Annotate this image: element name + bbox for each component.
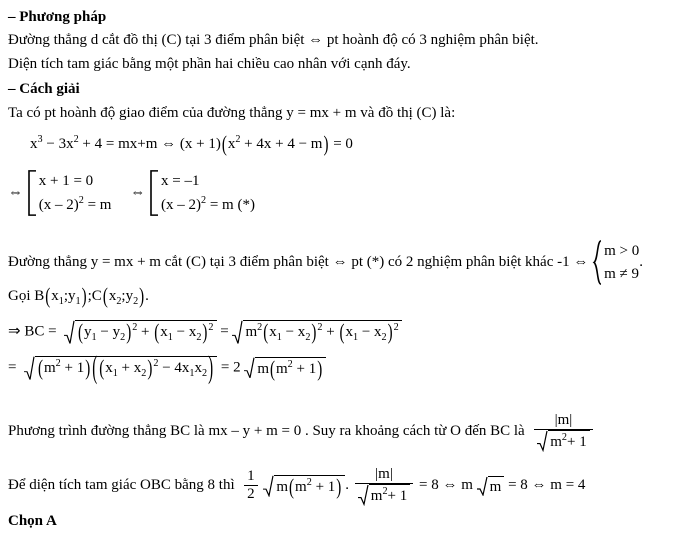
eq7-den-sup: 2	[561, 432, 567, 444]
eq5-sup-1: 2	[132, 322, 138, 333]
eq8-tail-m: m	[489, 478, 502, 495]
eq5-plus: +	[137, 324, 154, 340]
eq8-plus1: + 1	[311, 478, 336, 495]
eq1-factor-1: (x + 1)	[179, 136, 221, 152]
eq6-tail-mm: m	[276, 361, 288, 378]
eq3-cond-row1: m > 0	[604, 243, 640, 259]
eq5-m: m	[245, 324, 258, 340]
eq8-p1-open: (	[289, 475, 295, 500]
eq8-sqrt-2	[358, 484, 410, 505]
equation-3	[8, 240, 643, 285]
eq8-distance-fraction	[355, 466, 413, 506]
eq5-minus-x: − x	[172, 324, 197, 340]
eq5-radicand-1	[75, 320, 216, 344]
eq6-sub-3: 1	[189, 368, 195, 379]
eq5-sub-5: 1	[276, 332, 282, 343]
eq4-c-sub2: 2	[133, 296, 139, 307]
eq6-p3-open: (	[99, 356, 105, 381]
eq6-tail-plus1: + 1	[292, 361, 317, 378]
eq6-plus-x: + x	[117, 360, 142, 376]
eq8-frac-den	[355, 484, 413, 505]
eq6-tail-eq: = 2	[220, 359, 241, 376]
eq8-den-rest: + 1	[387, 488, 408, 505]
eq8-tail: = 8 ⇔ m	[419, 477, 473, 494]
eq2-case1-row2-b: = m	[87, 196, 112, 213]
eq6-x1: x	[105, 360, 113, 376]
eq8-dot: .	[345, 477, 350, 494]
eq6-p3-close: )	[147, 356, 153, 381]
eq5-minus-x2: − x	[281, 324, 306, 340]
eq2-case2-rows	[161, 170, 255, 216]
equation-1	[30, 132, 353, 157]
eq7-den-rest: + 1	[566, 434, 587, 451]
eq5-p1-close: )	[126, 320, 132, 345]
eq2-case2-row1: x = –1	[160, 173, 200, 189]
radical-icon-3	[24, 356, 35, 380]
eq3-condition-rows	[604, 240, 639, 285]
eq5-plus-2: +	[322, 324, 339, 340]
eq6-tail-sup: 2	[287, 359, 293, 371]
eq1-minus: −	[42, 136, 59, 152]
eq8-frac-num: |m|	[355, 466, 413, 484]
eq6-m-sup: 2	[55, 358, 61, 369]
eq5-sqrt-1	[64, 320, 216, 344]
eq5-p1-open: (	[78, 320, 84, 345]
solution-line-1: Ta có pt hoành độ giao điểm của đường thẳng y = mx + m và đồ thị (C) là:	[8, 105, 456, 121]
eq5-p2-close: )	[202, 320, 208, 345]
eq6-p4-close: )	[317, 357, 323, 382]
brace-left-icon	[592, 240, 602, 285]
eq1-x-sup: 3	[37, 134, 43, 145]
eq8-sqrt-3	[477, 476, 505, 496]
eq2-case2-row2-a: (x – 2)	[160, 196, 201, 213]
method-line-1: Đường thẳng d cắt đồ thị (C) tại 3 điểm phân biệt ⇔ pt hoành độ có 3 nghiệm phân biệt.	[8, 32, 539, 48]
eq6-x2: x	[194, 360, 203, 376]
equation-5	[8, 320, 402, 344]
eq5-equals: =	[220, 323, 229, 340]
eq2-case2-row2-b: = m (*)	[209, 196, 255, 213]
eq2-case2-row2	[161, 193, 255, 217]
eq7-frac-num: |m|	[534, 412, 592, 430]
eq8-sqrt-1	[263, 475, 345, 500]
eq5-minus-x3: − x	[358, 324, 382, 340]
eq6-p1-open: (	[37, 356, 43, 381]
eq6-lead: =	[8, 359, 17, 376]
eq8-tail-end: = 8 ⇔ m = 4	[508, 477, 586, 494]
eq6-p4-open: (	[270, 357, 275, 382]
method-line-2: Diện tích tam giác bằng một phần hai chiều cao nhân với cạnh đáy.	[8, 56, 411, 72]
eq5-sup-2: 2	[208, 322, 214, 333]
eq5-sub-1: 1	[91, 332, 97, 343]
eq5-x1b: x	[269, 324, 277, 340]
eq5-sub-7: 1	[352, 332, 359, 343]
eq8-radicand-1	[274, 475, 345, 500]
eq8-mm: m	[295, 478, 307, 495]
method-heading: – Phương pháp	[8, 9, 107, 25]
eq6-tail-m: m	[257, 361, 269, 378]
eq5-p4-close: )	[387, 320, 393, 345]
eq1-plus4: + 4 = mx+m ⇔	[82, 136, 177, 152]
eq4-sep: ;C	[87, 288, 102, 304]
equation-6	[8, 351, 326, 386]
eq1-paren-close: )	[323, 132, 329, 157]
eq4-paren-c-close: )	[139, 284, 145, 309]
equation-2	[8, 170, 255, 216]
eq7-radicand	[548, 430, 589, 451]
eq1-factor2-rest: + 4x + 4 − m	[240, 136, 323, 152]
eq6-sub-4: 2	[202, 368, 208, 379]
eq8-p1-close: )	[336, 475, 342, 500]
eq6-minus4x: − 4x	[158, 360, 190, 376]
eq5-sup-3: 2	[317, 322, 323, 333]
eq5-sup-4: 2	[393, 322, 399, 333]
eq8-half-fraction	[244, 468, 258, 504]
eq5-sub-6: 2	[305, 332, 311, 343]
eq4-c-semi: ;y	[121, 288, 134, 304]
eq6-sup-1: 2	[153, 358, 159, 369]
eq1-factor2-x: x	[227, 136, 236, 152]
eq2-case2-row2-sup: 2	[200, 194, 207, 206]
eq3-cond-row2: m ≠ 9	[604, 265, 640, 282]
eq3-trailing: .	[639, 253, 643, 270]
eq6-p2-close: )	[208, 351, 214, 386]
eq8-den-sup: 2	[382, 486, 388, 498]
eq5-x1c: x	[345, 324, 353, 340]
eq8-m: m	[276, 478, 289, 495]
eq6-radicand	[35, 351, 217, 386]
eq1-zero: = 0	[329, 136, 353, 152]
eq4-period: .	[145, 288, 149, 304]
eq5-radicand-2	[243, 320, 401, 344]
eq8-text: Để diện tích tam giác OBC bằng 8 thì	[8, 477, 235, 494]
eq4-b-sub2: 1	[75, 296, 81, 307]
eq6-radicand-2	[255, 357, 326, 382]
eq6-sub-1: 1	[112, 368, 118, 379]
eq8-m-sup: 2	[306, 476, 312, 488]
bracket-left-icon	[27, 170, 37, 216]
eq2-case-system-1	[27, 170, 112, 216]
eq2-case1-row2-sup: 2	[78, 194, 84, 206]
eq2-case1-row2-a: (x – 2)	[38, 196, 79, 213]
eq5-y1: y	[84, 324, 92, 340]
eq2-case1-row1: x + 1 = 0	[38, 173, 94, 189]
eq6-m: m	[43, 360, 56, 376]
eq4-paren-c-open: (	[102, 284, 108, 309]
radical-icon-5	[537, 430, 548, 451]
eq5-sub-3: 1	[167, 332, 173, 343]
radical-icon-2	[232, 320, 243, 344]
eq4-b-x: x	[51, 288, 59, 304]
eq7-distance-fraction	[534, 412, 592, 452]
eq3-text: Đường thẳng y = mx + m cắt (C) tại 3 điểm phân biệt ⇔ pt (*) có 2 nghiệm phân biệt khác -1 ⇔	[8, 253, 589, 270]
eq5-sub-8: 2	[381, 332, 387, 343]
eq1-paren-open: (	[221, 132, 227, 157]
eq4-c-x: x	[108, 288, 117, 304]
eq5-m-sup: 2	[257, 322, 263, 333]
bracket-left-icon-2	[149, 170, 159, 216]
eq4-b-semi: ;y	[63, 288, 76, 304]
eq2-iff-1: ⇔	[8, 184, 23, 201]
eq2-iff-2: ⇔	[130, 184, 146, 201]
eq5-p3-open: (	[263, 320, 269, 345]
radical-icon-6	[263, 475, 274, 497]
equation-4	[8, 284, 149, 309]
eq5-minus-y: − y	[96, 324, 121, 340]
answer-choice: Chọn A	[8, 513, 57, 529]
solution-heading: – Cách giải	[8, 81, 80, 97]
eq3-condition-system	[592, 240, 639, 285]
radical-icon-7	[358, 484, 369, 505]
eq5-p3-close: )	[311, 320, 317, 345]
eq6-sub-2: 2	[141, 368, 147, 379]
radical-icon-4	[244, 357, 255, 379]
eq5-p2-open: (	[154, 320, 160, 345]
eq1-x: x	[30, 136, 38, 152]
eq4-b-sub1: 1	[58, 296, 64, 307]
eq6-plus1: + 1	[60, 360, 85, 376]
eq4-c-sub1: 2	[116, 296, 122, 307]
eq5-p4-open: (	[339, 320, 345, 345]
eq5-sub-2: 2	[120, 332, 126, 343]
eq2-case1-rows	[39, 170, 112, 216]
equation-7	[8, 412, 595, 452]
eq6-sqrt-2	[244, 357, 326, 382]
eq7-den-m: m	[550, 434, 562, 451]
eq7-text: Phương trình đường thẳng BC là mx – y + m = 0 . Suy ra khoảng cách từ O đến BC là	[8, 423, 525, 440]
radical-icon-8	[477, 476, 488, 496]
eq8-half-den: 2	[247, 486, 255, 503]
eq4-prefix: Gọi B	[8, 288, 45, 304]
eq6-p2-open: (	[92, 351, 98, 386]
eq7-frac-den	[534, 430, 592, 451]
eq8-radicand-2	[369, 484, 410, 505]
eq2-case1-row2	[39, 193, 112, 217]
radical-icon	[64, 320, 75, 344]
eq4-paren-b-open: (	[45, 284, 51, 309]
eq8-den-m: m	[370, 488, 383, 505]
eq5-x1: x	[160, 324, 168, 340]
eq7-sqrt	[537, 430, 589, 451]
eq8-radicand-3	[488, 476, 505, 496]
equation-8	[8, 466, 585, 506]
eq6-sqrt-1	[24, 351, 217, 386]
eq2-case-system-2	[149, 170, 255, 216]
eq5-sqrt-2	[232, 320, 401, 344]
eq1-3x-sup: 2	[73, 134, 79, 145]
eq1-3x: 3x	[58, 136, 74, 152]
eq5-lead: ⇒ BC =	[8, 323, 57, 340]
eq1-factor2-sup: 2	[235, 134, 241, 145]
eq6-p1-close: )	[85, 356, 91, 381]
eq5-sub-4: 2	[196, 332, 202, 343]
eq8-half-num: 1	[244, 468, 258, 486]
eq4-paren-b-close: )	[81, 284, 87, 309]
